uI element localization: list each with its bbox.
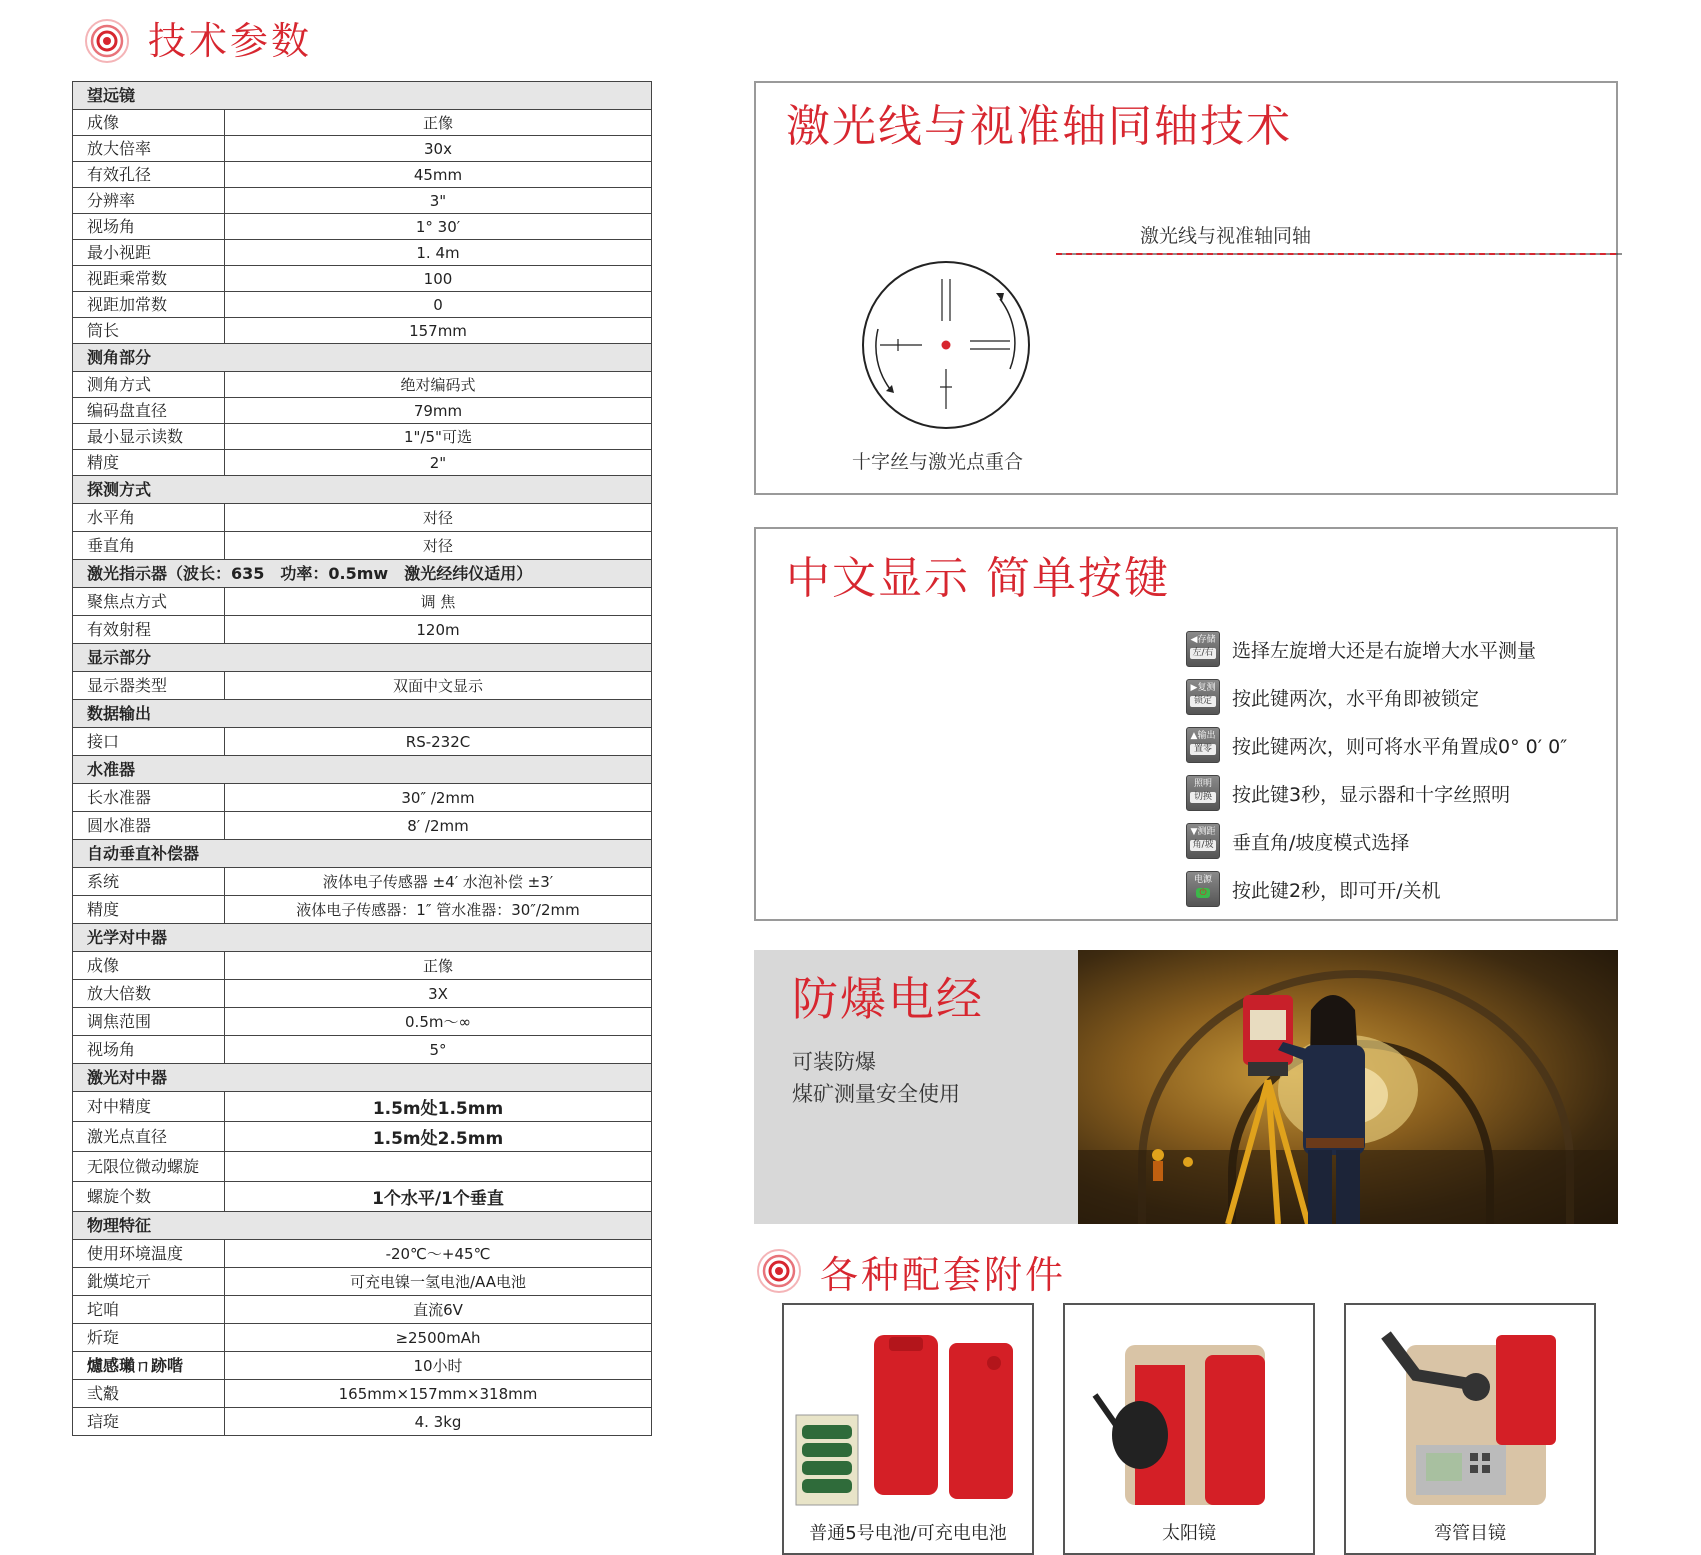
key-item	[1186, 865, 1567, 913]
spec-value: 0	[433, 295, 443, 314]
spec-section-header: 显示部分	[73, 644, 651, 672]
spec-value: 10小时	[413, 1357, 463, 1375]
spec-row	[73, 1008, 651, 1036]
target-icon	[756, 1248, 802, 1294]
key-description: 按此键2秒，即可开/关机	[1232, 879, 1441, 902]
key-icon-top-label: ▼测距	[1190, 827, 1216, 837]
key-icon-bottom-label: 置零	[1190, 744, 1216, 755]
spec-key: 长水准器	[73, 784, 225, 811]
accessory-diagonal-eyepiece-label: 弯管目镜	[1434, 1523, 1506, 1544]
spec-key: 测角方式	[73, 372, 225, 397]
spec-key: 圆水准器	[73, 812, 225, 839]
spec-key: 使用环境温度	[73, 1240, 225, 1267]
spec-row	[73, 616, 651, 644]
spec-value: 对径	[422, 509, 453, 527]
spec-value: -20℃～+45℃	[385, 1245, 491, 1263]
laser-panel-title: 激光线与视准轴同轴技术	[786, 101, 1292, 152]
output-zero-key-icon	[1186, 727, 1220, 763]
spec-value: 液体电子传感器：1″ 管水准器：30″/2mm	[296, 901, 580, 919]
spec-row	[73, 424, 651, 450]
key-description: 按此键两次，则可将水平角置成0° 0′ 0″	[1232, 735, 1568, 758]
key-icon-top-label: ▶复测	[1190, 683, 1216, 693]
spec-value: 100	[423, 269, 453, 288]
spec-row	[73, 896, 651, 924]
key-item	[1186, 721, 1567, 769]
spec-value: 8′ /2mm	[407, 816, 469, 835]
key-item	[1186, 817, 1567, 865]
key-item	[1186, 769, 1567, 817]
key-item	[1186, 673, 1567, 721]
key-icon-bottom-label: 角/坡	[1190, 840, 1216, 851]
spec-key: 视场角	[73, 1036, 225, 1063]
spec-key: 对中精度	[73, 1092, 225, 1121]
spec-row	[73, 1036, 651, 1064]
explosion-proof-line-2: 煤矿测量安全使用	[792, 1082, 960, 1106]
spec-section-header: 数据输出	[73, 700, 651, 728]
spec-row	[73, 1122, 651, 1152]
spec-row	[73, 952, 651, 980]
spec-row	[73, 1324, 651, 1352]
spec-section-header: 测角部分	[73, 344, 651, 372]
reticle-icon	[860, 259, 1032, 431]
spec-section-header: 自动垂直补偿器	[73, 840, 651, 868]
spec-key: 放大倍率	[73, 136, 225, 161]
spec-row	[73, 504, 651, 532]
spec-value: 3X	[428, 984, 448, 1003]
spec-row	[73, 1182, 651, 1212]
spec-row	[73, 588, 651, 616]
spec-key: 有效射程	[73, 616, 225, 643]
sun-shade-image	[1075, 1325, 1305, 1515]
spec-section-header: 激光对中器	[73, 1064, 651, 1092]
spec-key: 炘琁	[73, 1324, 225, 1351]
spec-value: 双面中文显示	[392, 677, 483, 695]
spec-key: 激光点直径	[73, 1122, 225, 1151]
power-key-icon	[1186, 871, 1220, 907]
spec-row	[73, 980, 651, 1008]
spec-row	[73, 728, 651, 756]
spec-row	[73, 240, 651, 266]
spec-key: 编码盘直径	[73, 398, 225, 423]
key-icon-top-label: 照明	[1193, 779, 1212, 789]
spec-row	[73, 292, 651, 318]
spec-value: 30″ /2mm	[401, 788, 475, 807]
spec-key: 弎觳	[73, 1380, 225, 1407]
accessory-sun-shade-label: 太阳镜	[1162, 1523, 1216, 1544]
spec-row	[73, 672, 651, 700]
spec-row	[73, 450, 651, 476]
spec-key: 视距乘常数	[73, 266, 225, 291]
spec-value: 0.5m～∞	[405, 1013, 471, 1031]
store-left-right-key-icon	[1186, 631, 1220, 667]
key-description: 按此键两次，水平角即被锁定	[1232, 687, 1480, 710]
spec-key: 精度	[73, 896, 225, 923]
spec-key: 成像	[73, 952, 225, 979]
spec-value: 对径	[422, 537, 453, 555]
spec-key: 调焦范围	[73, 1008, 225, 1035]
spec-value: 4. 3kg	[414, 1412, 462, 1431]
spec-row	[73, 136, 651, 162]
battery-pack-image	[794, 1315, 1024, 1515]
spec-value: 正像	[422, 114, 453, 132]
spec-row	[73, 214, 651, 240]
spec-key: 有效孔径	[73, 162, 225, 187]
spec-key: 琂琁	[73, 1408, 225, 1435]
key-icon-top-label: 电源	[1193, 875, 1212, 885]
light-switch-key-icon	[1186, 775, 1220, 811]
spec-value: 1° 30′	[415, 217, 461, 236]
spec-value: 1.5m处2.5mm	[372, 1129, 504, 1149]
distance-angle-key-icon	[1186, 823, 1220, 859]
spec-value: 30x	[424, 139, 452, 158]
repeat-lock-key-icon	[1186, 679, 1220, 715]
accessory-batteries-label: 普通5号电池/可充电电池	[809, 1523, 1007, 1544]
spec-value: 5°	[429, 1040, 447, 1059]
explosion-proof-line-1: 可装防爆	[792, 1050, 876, 1074]
key-list	[1186, 625, 1567, 913]
key-icon-top-label: ◀存储	[1190, 635, 1216, 645]
spec-value	[225, 1152, 651, 1181]
laser-panel	[754, 81, 1618, 495]
key-description: 按此键3秒，显示器和十字丝照明	[1232, 783, 1511, 806]
spec-value: 2"	[429, 453, 447, 472]
spec-key: 螺旋个数	[73, 1182, 225, 1211]
spec-value: 165mm×157mm×318mm	[338, 1384, 538, 1403]
spec-row	[73, 868, 651, 896]
spec-row	[73, 266, 651, 292]
spec-row	[73, 1380, 651, 1408]
target-icon	[84, 18, 130, 64]
spec-value: 3"	[429, 191, 447, 210]
spec-value: 120m	[416, 620, 460, 639]
mine-tunnel-photo	[1078, 950, 1618, 1224]
spec-key: 精度	[73, 450, 225, 475]
spec-key: 爈感瓎ㄇ跡喈	[73, 1352, 225, 1379]
accessory-diagonal-eyepiece	[1344, 1303, 1596, 1555]
laser-line	[1056, 253, 1616, 255]
spec-row	[73, 1268, 651, 1296]
spec-value: 79mm	[413, 401, 463, 420]
spec-row	[73, 1352, 651, 1380]
spec-section-header: 水准器	[73, 756, 651, 784]
spec-key: 水平角	[73, 504, 225, 531]
spec-section-header: 望远镜	[73, 82, 651, 110]
spec-key: 无限位微动螺旋	[73, 1152, 225, 1181]
spec-row	[73, 398, 651, 424]
spec-section-header: 探测方式	[73, 476, 651, 504]
spec-row	[73, 1296, 651, 1324]
spec-value: 1个水平/1个垂直	[372, 1189, 504, 1209]
spec-key: 分辨率	[73, 188, 225, 213]
key-icon-bottom-label: 左/右	[1190, 648, 1216, 659]
spec-section-header: 物理特征	[73, 1212, 651, 1240]
spec-key: 接口	[73, 728, 225, 755]
spec-value: 1"/5"可选	[404, 428, 472, 446]
spec-key: 视距加常数	[73, 292, 225, 317]
spec-key: 最小视距	[73, 240, 225, 265]
spec-row	[73, 188, 651, 214]
reticle-caption: 十字丝与激光点重合	[852, 451, 1024, 473]
spec-title: 技术参数	[148, 19, 313, 63]
key-item	[1186, 625, 1567, 673]
spec-key: 垂直角	[73, 532, 225, 559]
spec-key: 坨咱	[73, 1296, 225, 1323]
key-icon-bottom-label: ⏻	[1196, 888, 1210, 898]
spec-value: 调 焦	[420, 593, 456, 611]
spec-value: 液体电子传感器 ±4′ 水泡补偿 ±3′	[322, 873, 554, 891]
spec-key: 聚焦点方式	[73, 588, 225, 615]
explosion-proof-text-area	[754, 950, 1078, 1224]
spec-row	[73, 1152, 651, 1182]
spec-row	[73, 318, 651, 344]
spec-row	[73, 1092, 651, 1122]
spec-section-header: 激光指示器（波长：635 功率：0.5mw 激光经纬仪适用）	[73, 560, 651, 588]
spec-row	[73, 110, 651, 136]
explosion-proof-block	[754, 950, 1618, 1224]
spec-value: 正像	[422, 957, 453, 975]
accessory-batteries	[782, 1303, 1034, 1555]
spec-row	[73, 1408, 651, 1436]
spec-key: 放大倍数	[73, 980, 225, 1007]
key-description: 垂直角/坡度模式选择	[1232, 831, 1410, 854]
key-description: 选择左旋增大还是右旋增大水平测量	[1232, 639, 1537, 662]
spec-value: 可充电镍一氢电池/AA电池	[350, 1273, 526, 1291]
keys-panel-title: 中文显示 简单按键	[786, 553, 1170, 604]
spec-row	[73, 1240, 651, 1268]
key-icon-top-label: ▲输出	[1190, 731, 1216, 741]
spec-value: 157mm	[409, 321, 467, 340]
key-icon-bottom-label: 切换	[1190, 792, 1216, 803]
accessories-title: 各种配套附件	[820, 1253, 1067, 1297]
spec-value: 绝对编码式	[400, 376, 476, 394]
key-icon-bottom-label: 锁定	[1190, 696, 1216, 707]
spec-section-header: 光学对中器	[73, 924, 651, 952]
spec-key: 系统	[73, 868, 225, 895]
spec-row	[73, 162, 651, 188]
spec-value: RS-232C	[405, 732, 471, 751]
spec-row	[73, 812, 651, 840]
keys-panel	[754, 527, 1618, 921]
spec-key: 视场角	[73, 214, 225, 239]
spec-value: 1. 4m	[416, 243, 460, 262]
spec-value: 45mm	[413, 165, 463, 184]
spec-table	[72, 81, 652, 1436]
laser-line-caption: 激光线与视准轴同轴	[1140, 225, 1312, 247]
accessory-sun-shade	[1063, 1303, 1315, 1555]
spec-row	[73, 532, 651, 560]
diagonal-eyepiece-image	[1356, 1315, 1586, 1515]
spec-key: 最小显示读数	[73, 424, 225, 449]
spec-key: 成像	[73, 110, 225, 135]
spec-key: 筒长	[73, 318, 225, 343]
spec-value: 1.5m处1.5mm	[372, 1099, 504, 1119]
spec-value: ≥2500mAh	[395, 1328, 481, 1347]
spec-key: 显示器类型	[73, 672, 225, 699]
spec-row	[73, 784, 651, 812]
spec-value: 直流6V	[413, 1301, 463, 1319]
spec-row	[73, 372, 651, 398]
spec-key: 鈚熯坨亓	[73, 1268, 225, 1295]
explosion-proof-title: 防爆电经	[792, 972, 984, 1026]
